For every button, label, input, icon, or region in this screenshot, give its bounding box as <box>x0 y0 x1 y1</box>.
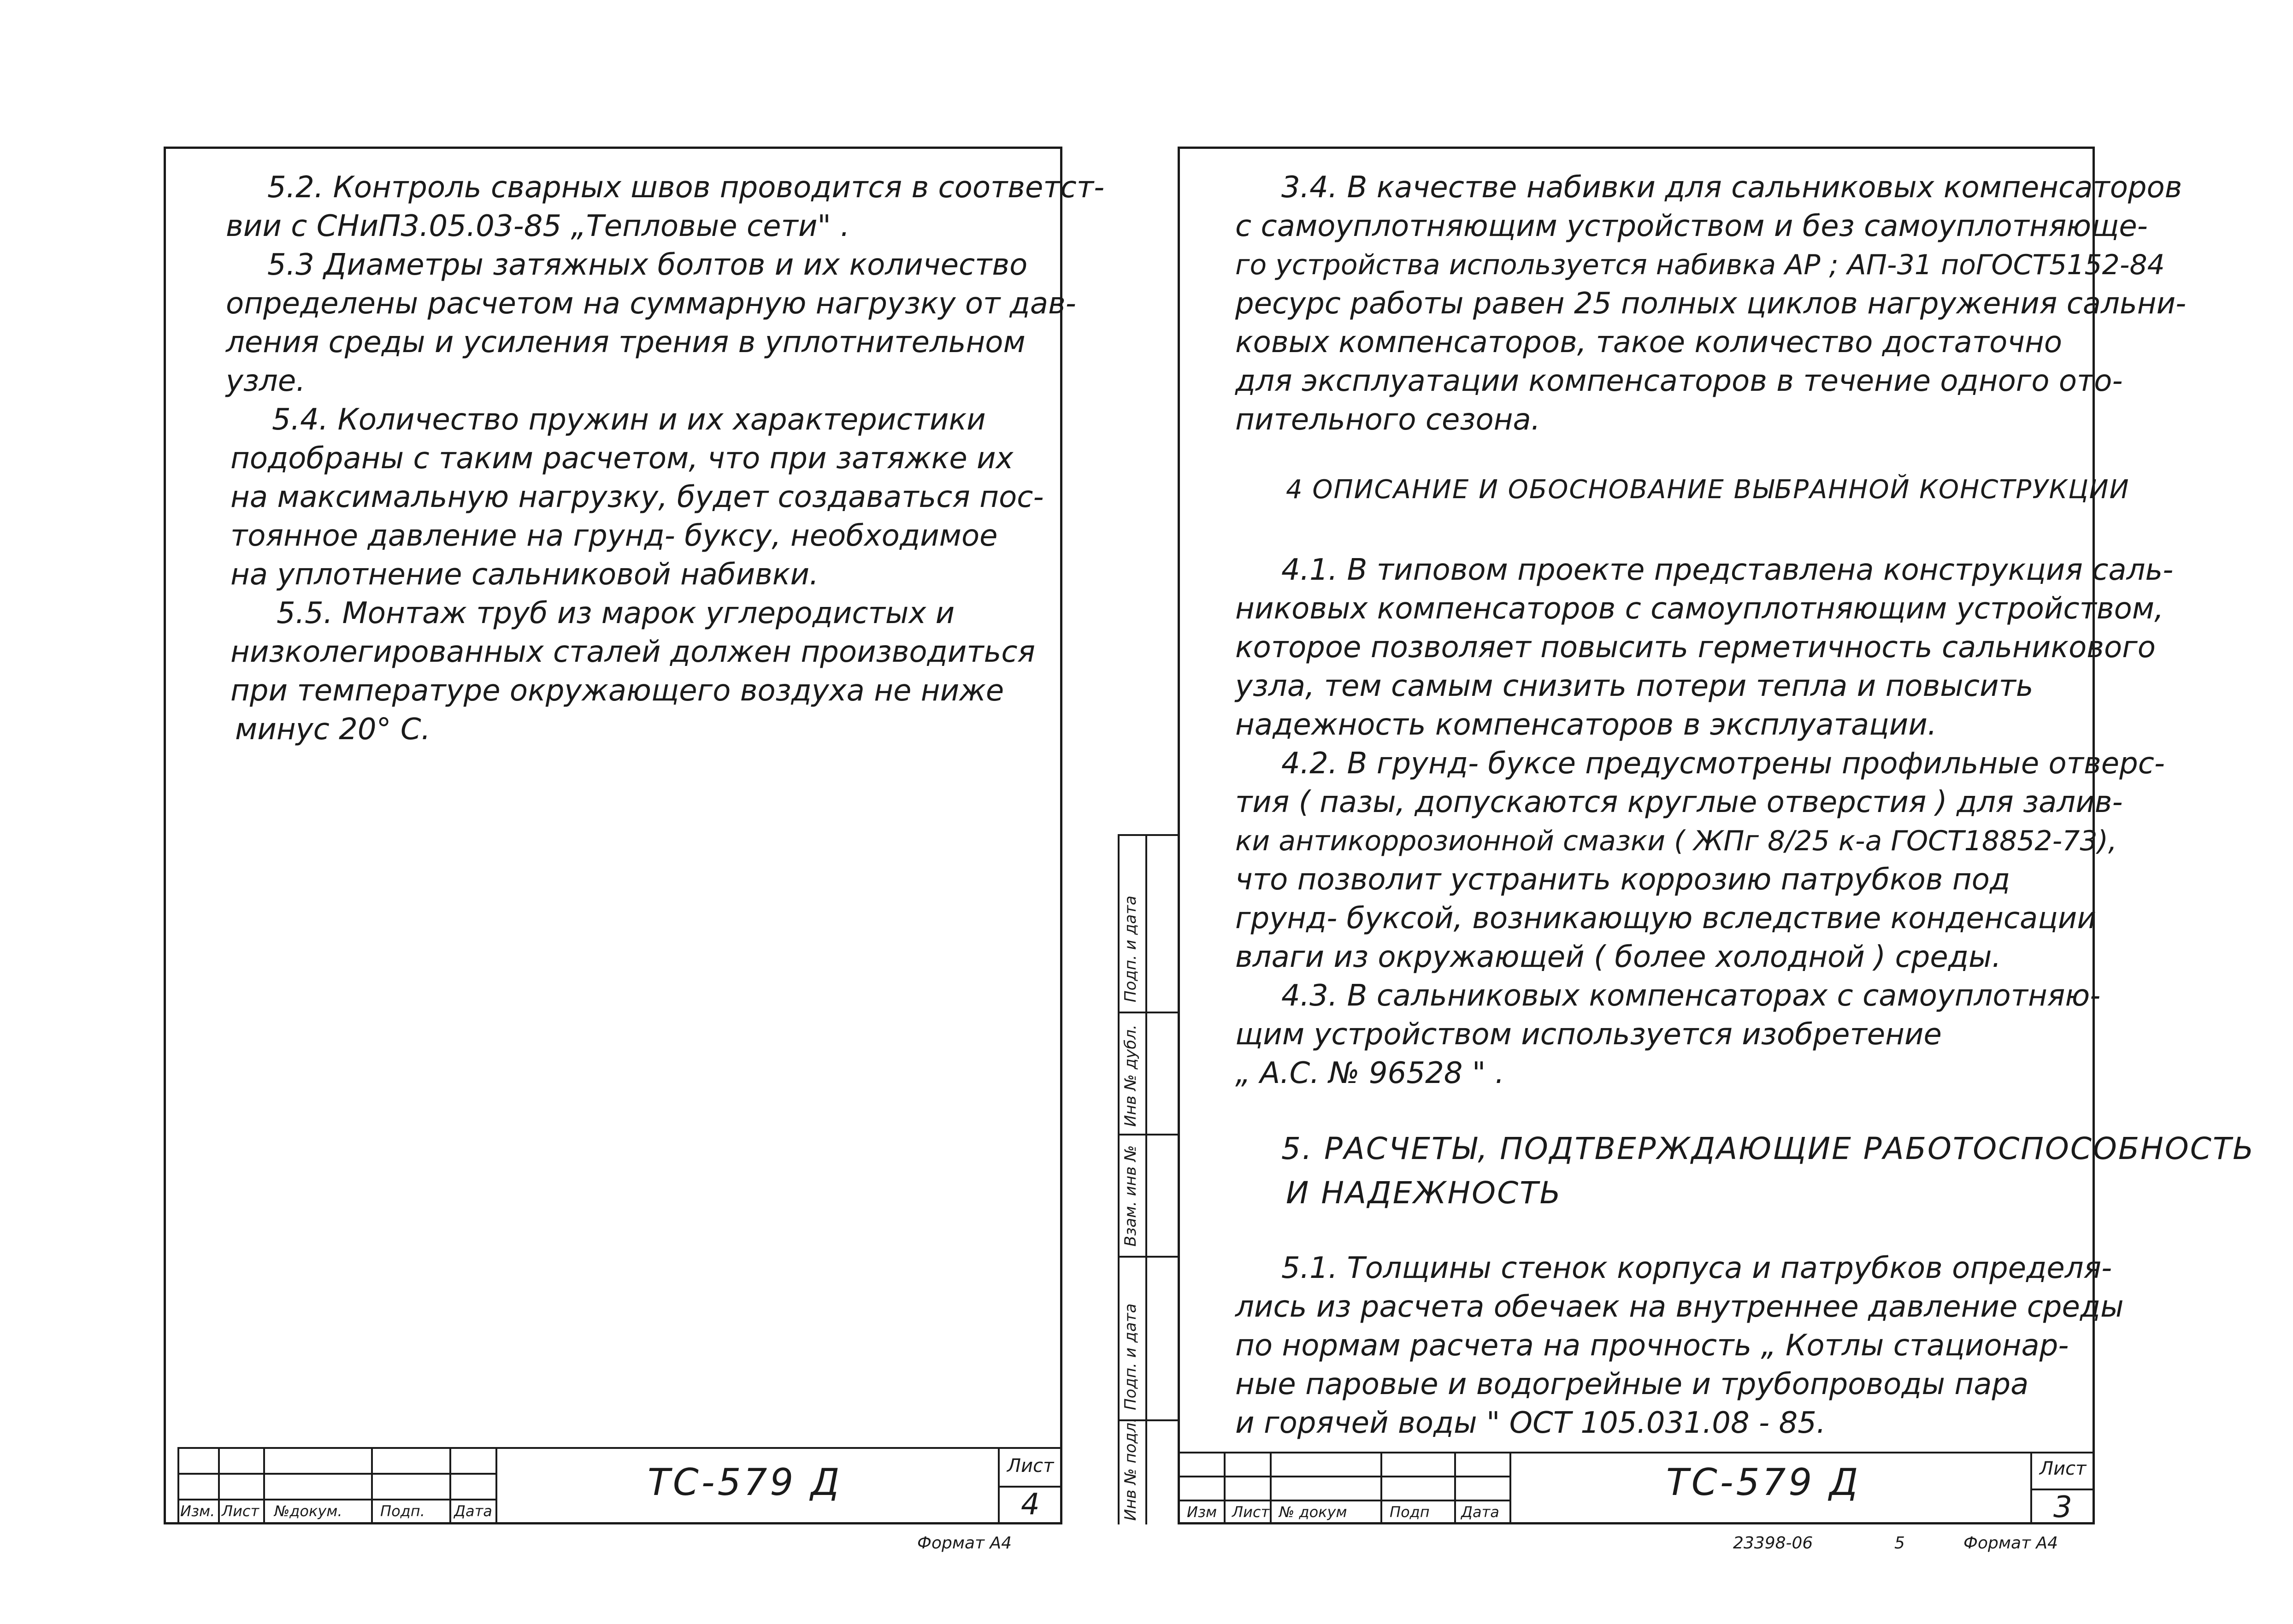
stamp-col-label: Изм. <box>180 1502 215 1520</box>
left-line: ления среды и усиления трения в уплотнительном <box>226 325 1026 359</box>
left-line: подобраны с таким расчетом, что при затяжке их <box>230 441 1014 476</box>
right-line: что позволит устранить коррозию патрубков под <box>1235 863 2010 897</box>
right-title-block <box>1178 1452 2095 1524</box>
right-line: ки антикоррозионной смазки ( ЖПг 8/25 к-а ГОСТ18852-73), <box>1235 825 2117 857</box>
sheet-label: Лист <box>1007 1455 1054 1477</box>
right-line: и горячей воды " ОСТ 105.031.08 - 85. <box>1235 1406 1826 1440</box>
stamp-col-label: Дата <box>1461 1503 1499 1521</box>
side-approval-strip <box>1118 834 1178 1524</box>
right-line: тия ( пазы, допускаются круглые отверстия ) для залив- <box>1235 785 2123 819</box>
document-code: ТС-579 Д <box>648 1461 843 1504</box>
left-line: 5.3 Диаметры затяжных болтов и их количество <box>267 248 1028 282</box>
right-line: надежность компенсаторов в эксплуатации. <box>1235 708 1937 742</box>
right-line: 5.1. Толщины стенок корпуса и патрубков определя- <box>1281 1251 2112 1285</box>
sheet-number: 4 <box>1021 1488 1040 1522</box>
left-line: узле. <box>226 364 306 398</box>
side-strip-label: Взам. инв № <box>1121 1145 1140 1247</box>
right-line: ресурс работы равен 25 полных циклов нагружения сальни- <box>1235 287 2187 321</box>
right-line: 4.3. В сальниковых компенсаторах с самоуплотняю- <box>1281 979 2101 1013</box>
left-format-label: Формат А4 <box>917 1534 1012 1553</box>
section-5-heading: И НАДЕЖНОСТЬ <box>1286 1175 1562 1211</box>
stamp-col-label: Лист <box>222 1502 259 1520</box>
stamp-col-label: №докум. <box>274 1502 342 1520</box>
side-strip-label: Подп. и дата <box>1121 1303 1140 1410</box>
document-code: ТС-579 Д <box>1666 1461 1861 1504</box>
left-line: минус 20° С. <box>235 712 430 747</box>
stamp-col-label: Подп. <box>380 1502 425 1520</box>
stamp-col-label: Лист <box>1232 1503 1270 1521</box>
inventory-number: 23398-06 <box>1733 1534 1813 1553</box>
right-line: 4.1. В типовом проекте представлена конструкция саль- <box>1281 553 2174 587</box>
left-line: вии с СНиП3.05.03-85 „Тепловые сети" . <box>226 209 850 243</box>
left-line: на максимальную нагрузку, будет создаваться пос- <box>230 480 1044 514</box>
right-line: щим устройством используется изобретение <box>1235 1018 1942 1052</box>
left-line: 5.2. Контроль сварных швов проводится в соответст- <box>267 171 1105 205</box>
sheet-label: Лист <box>2040 1458 2087 1479</box>
right-line: пительного сезона. <box>1235 403 1540 437</box>
section-4-heading: 4 ОПИСАНИЕ И ОБОСНОВАНИЕ ВЫБРАННОЙ КОНСТРУКЦИИ <box>1286 475 2130 505</box>
left-line: тоянное давление на грунд- буксу, необходимое <box>230 519 998 553</box>
stamp-col-label: № докум <box>1279 1503 1347 1521</box>
left-line: определены расчетом на суммарную нагрузку от дав- <box>226 287 1076 321</box>
right-line: с самоуплотняющим устройством и без самоуплотняюще- <box>1235 209 2148 243</box>
left-line: на уплотнение сальниковой набивки. <box>230 558 819 592</box>
section-5-heading: 5. РАСЧЕТЫ, ПОДТВЕРЖДАЮЩИЕ РАБОТОСПОСОБНОСТЬ <box>1281 1131 2255 1166</box>
right-line: лись из расчета обечаек на внутреннее давление среды <box>1235 1290 2124 1324</box>
right-format-label: Формат А4 <box>1963 1534 2058 1553</box>
right-line: для эксплуатации компенсаторов в течение одного ото- <box>1235 364 2123 398</box>
right-line: которое позволяет повысить герметичность сальникового <box>1235 630 2156 665</box>
copy-number: 5 <box>1894 1534 1905 1553</box>
right-line: никовых компенсаторов с самоуплотняющим устройством, <box>1235 592 2164 626</box>
left-line: 5.4. Количество пружин и их характеристики <box>272 403 986 437</box>
right-line: узла, тем самым снизить потери тепла и повысить <box>1235 669 2034 703</box>
right-line: ные паровые и водогрейные и трубопроводы пара <box>1235 1367 2029 1401</box>
right-line: по нормам расчета на прочность „ Котлы стационар- <box>1235 1329 2069 1363</box>
left-line: низколегированных сталей должен производиться <box>230 635 1036 669</box>
sheet-number: 3 <box>2053 1490 2072 1524</box>
left-line: при температуре окружающего воздуха не ниже <box>230 674 1004 708</box>
left-line: 5.5. Монтаж труб из марок углеродистых и <box>277 596 955 630</box>
stamp-col-label: Изм <box>1187 1503 1217 1521</box>
right-line: 3.4. В качестве набивки для сальниковых компенсаторов <box>1281 171 2182 205</box>
stamp-col-label: Дата <box>454 1502 492 1520</box>
right-line: грунд- буксой, возникающую вследствие конденсации <box>1235 901 2096 936</box>
right-line: го устройства используется набивка АР ; АП-31 поГОСТ5152-84 <box>1235 249 2165 281</box>
right-line: влаги из окружающей ( более холодной ) среды. <box>1235 940 2001 974</box>
right-line: ковых компенсаторов, такое количество достаточно <box>1235 325 2063 359</box>
side-strip-label: Инв № подл. <box>1121 1418 1140 1521</box>
side-strip-label: Подп. и дата <box>1121 895 1140 1002</box>
stamp-col-label: Подп <box>1390 1503 1430 1521</box>
side-strip-label: Инв № дубл. <box>1121 1024 1140 1127</box>
left-title-block <box>177 1447 1062 1524</box>
right-line: „ А.С. № 96528 " . <box>1235 1056 1504 1090</box>
right-line: 4.2. В грунд- буксе предусмотрены профильные отверс- <box>1281 747 2165 781</box>
